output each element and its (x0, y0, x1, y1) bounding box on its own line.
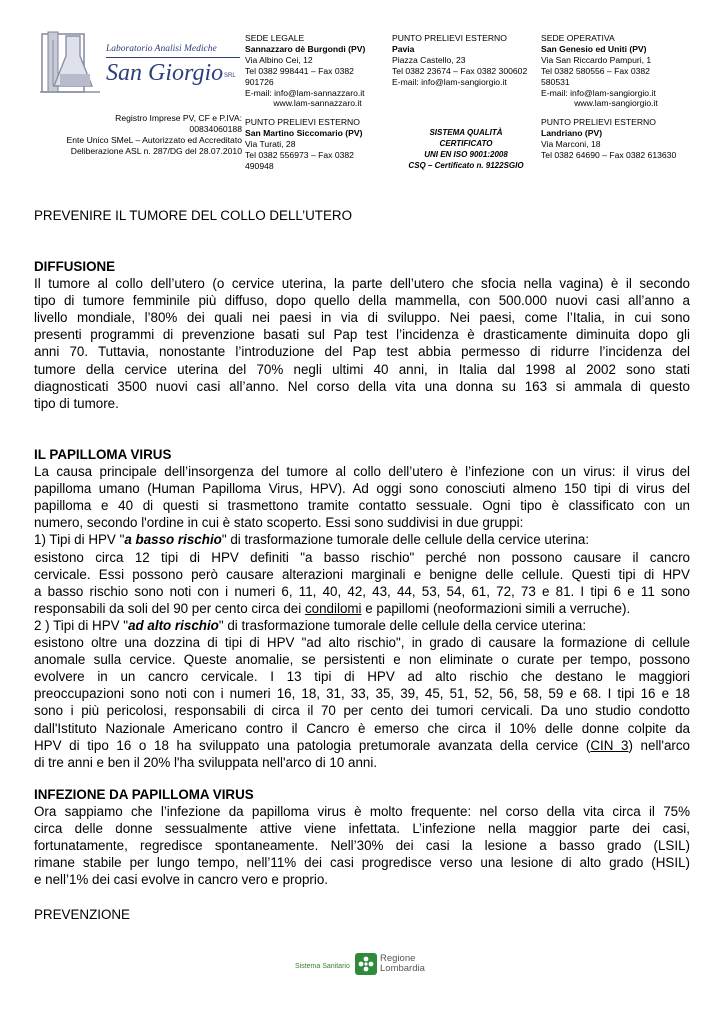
registry-line: Ente Unico SMeL – Autorizzato ed Accreditato (66, 134, 242, 145)
sede-legale-name: Sannazzaro dè Burgondi (PV) (245, 43, 366, 54)
section-heading-prevenzione: PREVENZIONE (34, 907, 130, 922)
sede-legale-website[interactable]: www.lam-sannazzaro.it (273, 98, 362, 109)
section-heading: INFEZIONE DA PAPILLOMA VIRUS (34, 787, 254, 802)
sede-operativa-email[interactable]: E-mail: info@lam-sangiorgio.it (541, 87, 656, 98)
low-risk-emphasis: a basso rischio (124, 532, 222, 548)
sede-operativa (541, 33, 691, 109)
punto-prelievi-landriano (541, 117, 691, 161)
condilomi-link[interactable]: condilomi (304, 600, 362, 616)
text-span: ) nell'arco (628, 737, 690, 753)
paragraph-line: e nell’1% dei casi evolve in cancro vero e proprio. (34, 872, 329, 888)
brand-name: San Giorgio (106, 60, 224, 86)
paragraph-line: papilloma e 40 di questi si trasmettono tramite contatto sessuale. Ogni tipo è classificato con un (34, 498, 690, 514)
siccomario-phone-cont: 490948 (245, 160, 274, 171)
paragraph-line: rimane stabile per lungo tempo, nell’11% dei casi progredisce verso una lesione di alto grado (HSIL) (34, 855, 690, 871)
paragraph-line: Ora sappiamo che l’infezione da papilloma virus è molto frequente: nel corso della vita circa il 75% (34, 804, 690, 820)
text-span: " di trasformazione tumorale delle cellule della cervice uterina: (218, 617, 587, 633)
section-papilloma (34, 446, 690, 771)
siccomario-address: Via Turati, 28 (245, 138, 296, 149)
siccomario-title: PUNTO PRELIEVI ESTERNO (245, 117, 360, 127)
paragraph-line: esistono circa 12 tipi di HPV definiti "a basso rischio" perché non possono causare il cancro (34, 549, 690, 565)
siccomario-phone: Tel 0382 556973 – Fax 0382 (245, 149, 354, 160)
pavia-email[interactable]: E-mail: info@lam-sangiorgio.it (392, 76, 507, 87)
sede-operativa-phone: Tel 0382 580556 – Fax 0382 (541, 65, 650, 76)
paragraph-line: papilloma umano (Human Papilloma Virus, HPV). Ad oggi sono conosciuti almeno 150 tipi di virus del (34, 481, 690, 497)
paragraph-line: evolvere in un cancro cervicale. I 13 tipi di HPV ad alto rischio che destano le maggiori (34, 669, 690, 685)
sede-legale-phone: Tel 0382 998441 – Fax 0382 (245, 65, 354, 76)
paragraph-line: tumore della cervice uterina del 70% negli ultimi 40 anni, in Italia dal 1998 al 2002 sono stati (34, 361, 690, 377)
text-span: " di trasformazione tumorale delle cellule della cervice uterina: (221, 532, 590, 548)
document-title: PREVENIRE IL TUMORE DEL COLLO DELL’UTERO (34, 208, 352, 223)
section-infezione (34, 786, 690, 889)
sede-legale-email[interactable]: E-mail: info@lam-sannazzaro.it (245, 87, 365, 98)
section-diffusione (34, 258, 690, 412)
paragraph-line: dall'Istituto Nazionale Americano contro il Cancro è emerso che circa il 10% delle donne colpite da (34, 720, 690, 736)
section-heading: DIFFUSIONE (34, 259, 116, 274)
sistema-sanitario-label: Sistema Sanitario (295, 963, 350, 970)
cert-line: CSQ – Certificato n. 9122SGIO (408, 160, 524, 170)
high-risk-emphasis: ad alto rischio (128, 617, 219, 633)
lombardia-label: Lombardia (380, 963, 425, 974)
paragraph-line: sono i più pericolosi, responsabili di circa il 70 per cento dei tumori cervicali. Da uno studio condotto (34, 703, 690, 719)
logo-underline (106, 57, 240, 58)
text-span: responsabili da soli del 90 per cento circa dei (34, 600, 305, 616)
pavia-title: PUNTO PRELIEVI ESTERNO (392, 33, 507, 43)
text-span: e papillomi (neoformazioni simili a verruche). (361, 600, 631, 616)
text-span: 1) Tipi di HPV " (34, 532, 125, 548)
text-span: HPV di tipo 16 o 18 ha sviluppato una patologia pretumorale avanzata della cervice ( (34, 737, 591, 753)
cert-line: SISTEMA QUALITÀ (429, 128, 503, 137)
condilomi-line (34, 600, 690, 617)
paragraph-line: cervicale. Essi possono però causare alterazioni marginali e benigne delle cellule. Questi tipi di HPV (34, 566, 690, 582)
brand-suffix: SRL (224, 73, 236, 79)
registry-line: Registro Imprese PV, CF e P.IVA: (115, 113, 242, 123)
siccomario-name: San Martino Siccomario (PV) (245, 127, 363, 138)
paragraph-line: preoccupazioni sono noti con i numeri 16, 18, 31, 33, 35, 39, 45, 51, 52, 56, 58, 59 e 68. I tipi 16 e 18 (34, 686, 690, 702)
registry-line: Deliberazione ASL n. 287/DG del 28.07.2010 (70, 145, 242, 156)
landriano-address: Via Marconi, 18 (541, 138, 601, 149)
sede-operativa-title: SEDE OPERATIVA (541, 33, 615, 43)
text-span: 2 ) Tipi di HPV " (34, 617, 129, 633)
lab-name: Laboratorio Analisi Mediche (106, 44, 217, 54)
landriano-name: Landriano (PV) (541, 127, 603, 138)
sede-operativa-phone-cont: 580531 (541, 76, 570, 87)
sede-legale-title: SEDE LEGALE (245, 33, 305, 43)
paragraph-line: anni 70. Tuttavia, nonostante l’introduzione del Pap test abbia permesso di ridurre l’incidenza del (34, 344, 690, 360)
pavia-phone: Tel 0382 23674 – Fax 0382 300602 (392, 65, 528, 76)
sede-legale-phone-cont: 901726 (245, 76, 274, 87)
paragraph-line: fortunatamente, regredisce spontaneamente. Nell’30% dei casi la lesione a basso grado (LSIL) (34, 838, 690, 854)
punto-prelievi-pavia (392, 33, 540, 88)
registry-line: 00834060188 (189, 123, 242, 134)
sede-operativa-address: Via San Riccardo Pampuri, 1 (541, 54, 652, 65)
paragraph-line: numero, secondo l'ordine in cui è stato scoperto. Essi sono suddivisi in due gruppi: (34, 515, 524, 531)
paragraph-line: di tre anni e ben il 20% l'ha sviluppata nell'arco di 10 anni. (34, 754, 378, 770)
cin-line (34, 737, 690, 754)
paragraph-line: tipo di tumore femminile più diffuso, dopo quello della mammella, con 500.000 nuovi casi all’anno a (34, 293, 690, 309)
paragraph-line: anomale sulla cervice. Queste anomalie, se persistenti e non eliminate o curate per tempo, possono (34, 652, 690, 668)
paragraph-line: presenti programmi di prevenzione basati sul Pap test l’incidenza è drasticamente diminuita dopo gli (34, 327, 690, 343)
paragraph-line: livello mondiale, l’80% dei quali nei paesi in via di sviluppo. Nei paesi, come l’Italia, in cui sono (34, 310, 690, 326)
paragraph-line: esistono oltre una dozzina di tipi di HPV "ad alto rischio", in grado di causare la formazione di cellule (34, 635, 690, 651)
hpv-type-2-line (34, 617, 690, 634)
cin3-link[interactable]: CIN 3 (590, 737, 629, 753)
quality-certification (392, 128, 540, 172)
registry-info (20, 113, 242, 157)
paragraph-line: diagnosticati 3500 nuovi casi all’anno. Nel corso della vita una donna su 163 si ammala di questo (34, 378, 690, 394)
pavia-address: Piazza Castello, 23 (392, 54, 466, 65)
paragraph-line: a basso rischio sono noti con i numeri 6, 11, 40, 42, 43, 44, 53, 54, 61, 72, 73 e 81. I tipi 6 e 11 sono (34, 583, 690, 599)
footer-regione-logo (295, 951, 435, 979)
paragraph-line: Il tumore al collo dell’utero (o cervice uterina, la parte dell’utero che sfocia nella vagina) è il secondo (34, 276, 690, 292)
company-logo (40, 30, 245, 96)
punto-prelievi-siccomario (245, 117, 390, 172)
landriano-title: PUNTO PRELIEVI ESTERNO (541, 117, 656, 127)
sede-legale-address: Via Albino Cei, 12 (245, 54, 313, 65)
flask-logo-icon (40, 30, 102, 96)
regione-lombardia-icon (355, 953, 377, 975)
sede-legale (245, 33, 390, 109)
paragraph-line: circa delle donne sessualmente attive viene infettata. L’infezione nella maggior parte dei casi, (34, 821, 690, 837)
sede-operativa-name: San Genesio ed Uniti (PV) (541, 43, 647, 54)
paragraph-line: tipo di tumore. (34, 395, 119, 411)
sede-operativa-website[interactable]: www.lam-sangiorgio.it (574, 98, 658, 109)
hpv-type-1-line (34, 531, 690, 548)
landriano-phone: Tel 0382 64690 – Fax 0382 613630 (541, 149, 677, 160)
regione-label: Regione (380, 953, 416, 964)
cert-line: CERTIFICATO (439, 138, 493, 148)
pavia-name: Pavia (392, 43, 415, 54)
paragraph-line: La causa principale dell’insorgenza del tumore al collo dell’utero è l’infezione con un virus: il virus del (34, 464, 690, 480)
cert-line: UNI EN ISO 9001:2008 (424, 149, 508, 159)
section-heading: IL PAPILLOMA VIRUS (34, 447, 172, 462)
